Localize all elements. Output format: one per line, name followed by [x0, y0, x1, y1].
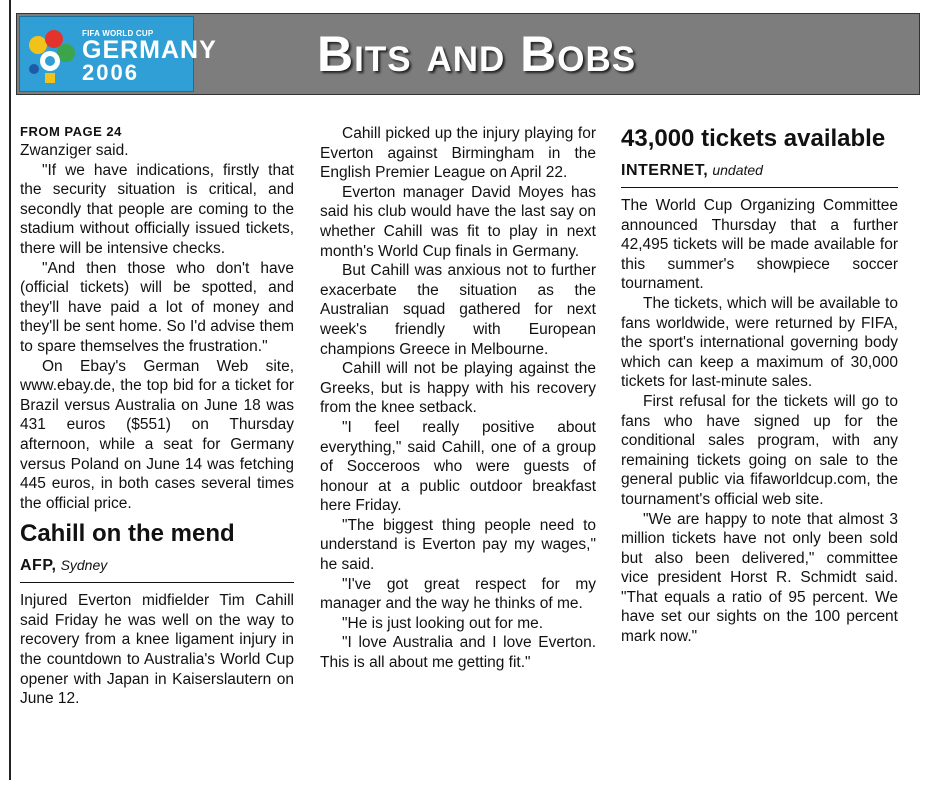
column-2 [320, 124, 596, 673]
paragraph: "The biggest thing people need to understand is Everton pay my wages," he said. [320, 516, 596, 574]
dateline-rule [20, 582, 294, 583]
paragraph: First refusal for the tickets will go to fans who have signed up for the conditional sales program, with any remaining tickets going on sale to the general public via fifaworldcup.com, the tournament's official web site. [621, 392, 898, 508]
dateline-rule [621, 187, 898, 188]
logo-year: 2006 [82, 60, 139, 85]
continuation-kicker: FROM PAGE 24 [20, 124, 122, 139]
paragraph: Everton manager David Moyes has said his club would have the last say on whether Cahill was fit to play in next month's World Cup finals in Germany. [320, 183, 596, 260]
dateline-location: undated [712, 162, 763, 178]
logo-tagline: FIFA WORLD CUP [82, 29, 154, 38]
paragraph: "I've got great respect for my manager and the way he thinks of me. [320, 575, 596, 613]
dateline-source: INTERNET, [621, 162, 709, 179]
paragraph: "And then those who don't have (official tickets) will be spotted, and they'll have paid a lot of money and they'll be sent home. So I'd advise them to spare themselves the frustration." [20, 259, 294, 355]
paragraph: "I feel really positive about everything," said Cahill, one of a group of Socceroos who were guests of honour at a public outdoor breakfast here Friday. [320, 418, 596, 515]
paragraph: Cahill will not be playing against the Greeks, but is happy with his recovery from the knee setback. [320, 360, 596, 417]
section-title: Bits and Bobs [317, 26, 637, 82]
paragraph: "If we have indications, firstly that the security situation is critical, and secondly that people are coming to the stadium without officially issued tickets, there will be intensive checks. [20, 161, 294, 257]
paragraph: The tickets, which will be available to fans worldwide, were returned by FIFA, the sport's international governing body which can keep a maximum of 30,000 tickets for last-minute sales. [621, 294, 898, 391]
paragraph: Injured Everton midfielder Tim Cahill said Friday he was well on the way to recovery from a knee ligament injury in the countdown to Australia's World Cup opener with Japan in Kaiserslautern on June 12. [20, 592, 294, 708]
story-headline: Cahill on the mend [20, 520, 235, 548]
column-1 [20, 124, 294, 709]
column-3 [621, 124, 898, 647]
world-cup-emblem-icon [24, 25, 80, 87]
paragraph: Cahill picked up the injury playing for Everton against Birmingham in the English Premier League on April 22. [320, 125, 596, 182]
story-headline: 43,000 tickets available [621, 125, 886, 152]
paragraph: "He is just looking out for me. [342, 614, 544, 632]
story-dateline [621, 160, 898, 181]
paragraph: Zwanziger said. [20, 142, 129, 159]
paragraph: "We are happy to note that almost 3 million tickets have not only been sold but also been delivered," committee vice president Horst R. Schmidt said. "That equals a ratio of 95 percent. We have set our sights on the 100 percent mark now." [621, 510, 898, 646]
dateline-source: AFP, [20, 557, 57, 575]
section-banner [16, 13, 920, 95]
left-column-rule [9, 0, 11, 780]
paragraph: On Ebay's German Web site, www.ebay.de, the top bid for a ticket for Brazil versus Australia on June 18 was 431 euros ($551) on Thursday afternoon, while a seat for Germany versus Poland on June 14 was fetching 445 euros, in both cases several times the official price. [20, 357, 294, 512]
story-dateline [20, 555, 294, 576]
world-cup-logo [19, 16, 217, 92]
paragraph: But Cahill was anxious not to further exacerbate the situation as the Australian squad gathered for next week's friendly with European champions Greece in Melbourne. [320, 262, 596, 358]
paragraph: "I love Australia and I love Everton. This is all about me getting fit." [320, 634, 596, 672]
logo-country: GERMANY [82, 36, 217, 64]
dateline-location: Sydney [60, 557, 108, 574]
paragraph: The World Cup Organizing Committee announced Thursday that a further 42,495 tickets will be made available for this summer's showpiece soccer tournament. [621, 197, 898, 293]
